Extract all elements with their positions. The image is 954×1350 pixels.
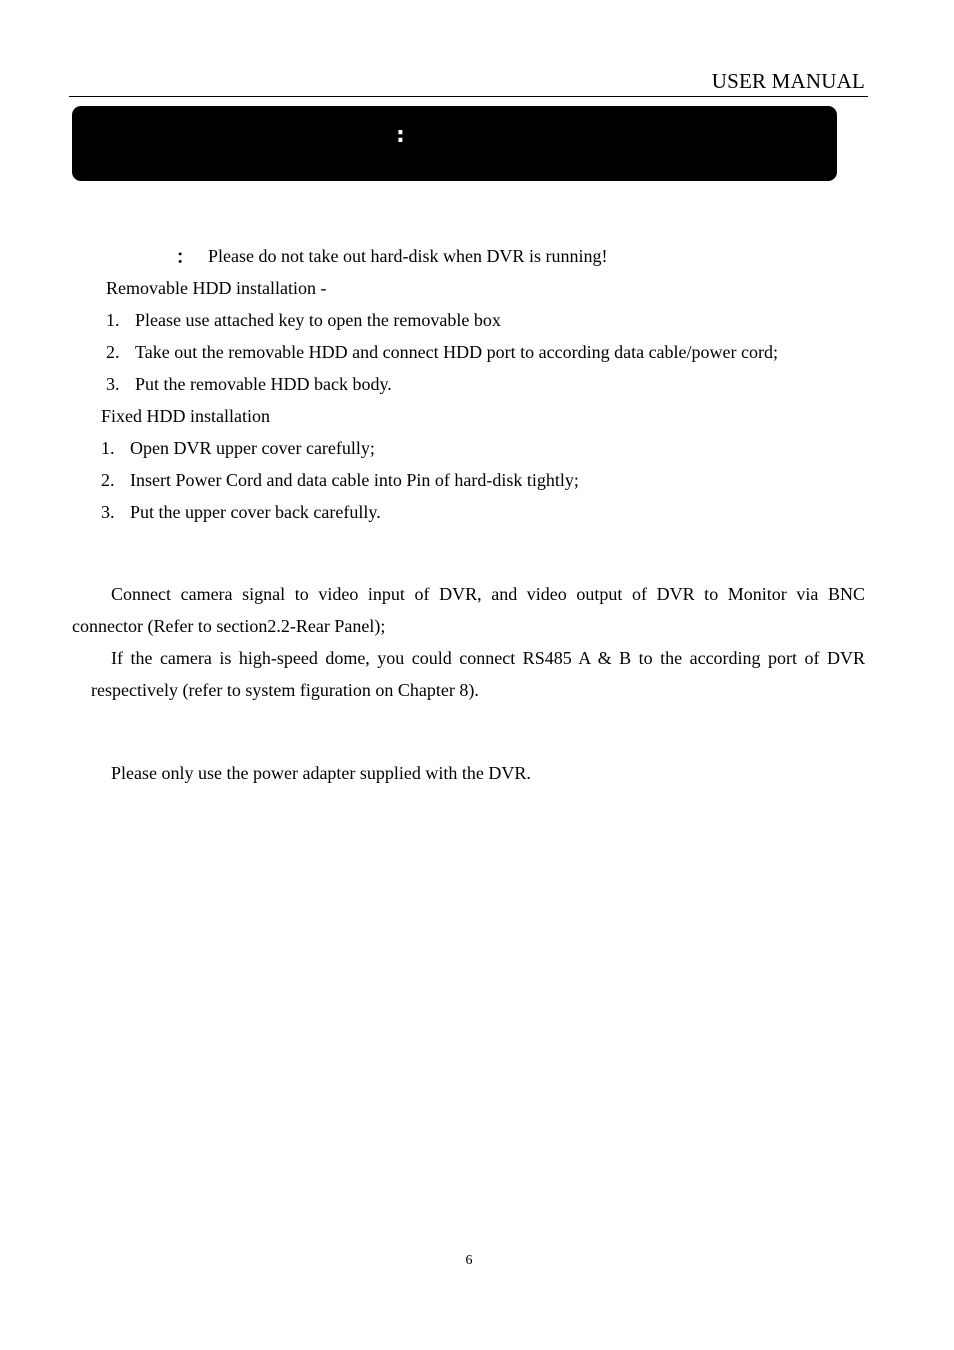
list-item-number: 3. bbox=[106, 374, 120, 394]
warning-colon: ： bbox=[176, 247, 194, 267]
list-item-text: Open DVR upper cover carefully; bbox=[130, 438, 375, 458]
list-item-text: Insert Power Cord and data cable into Pin of hard-disk tightly; bbox=[130, 470, 579, 490]
camera-paragraph-2-cont: respectively (refer to system figuration on Chapter 8). bbox=[91, 680, 479, 700]
camera-paragraph-1: Connect camera signal to video input of DVR, and video output of DVR to Monitor via BNC bbox=[111, 584, 865, 604]
camera-paragraph-2: If the camera is high-speed dome, you could connect RS485 A & B to the according port of DVR bbox=[111, 648, 865, 668]
list-item bbox=[101, 469, 579, 491]
list-item-text: Take out the removable HDD and connect HDD port to according data cable/power cord; bbox=[135, 342, 778, 362]
list-item-number: 3. bbox=[101, 502, 115, 522]
list-item-number: 2. bbox=[101, 470, 115, 490]
list-item-number: 1. bbox=[101, 438, 115, 458]
list-item bbox=[101, 437, 375, 459]
list-item-number: 1. bbox=[106, 310, 120, 330]
list-item bbox=[101, 501, 381, 523]
list-item bbox=[106, 341, 778, 363]
list-item-text: Put the upper cover back carefully. bbox=[130, 502, 381, 522]
list-item-text: Please use attached key to open the removable box bbox=[135, 310, 501, 330]
power-note: Please only use the power adapter supplied with the DVR. bbox=[111, 763, 531, 783]
banner-title: : bbox=[396, 123, 405, 148]
fixed-hdd-heading: Fixed HDD installation bbox=[101, 406, 270, 426]
header-divider bbox=[69, 96, 868, 97]
camera-paragraph-1-cont: connector (Refer to section2.2-Rear Panel); bbox=[72, 616, 386, 636]
removable-hdd-heading: Removable HDD installation - bbox=[106, 278, 327, 298]
list-item-number: 2. bbox=[106, 342, 120, 362]
list-item bbox=[106, 373, 392, 395]
hdd-warning: Please do not take out hard-disk when DVR is running! bbox=[208, 246, 608, 266]
list-item-text: Put the removable HDD back body. bbox=[135, 374, 392, 394]
page-number: 6 bbox=[465, 1253, 473, 1268]
section-banner bbox=[72, 106, 837, 181]
running-header: USER MANUAL bbox=[711, 69, 865, 93]
list-item bbox=[106, 309, 501, 331]
